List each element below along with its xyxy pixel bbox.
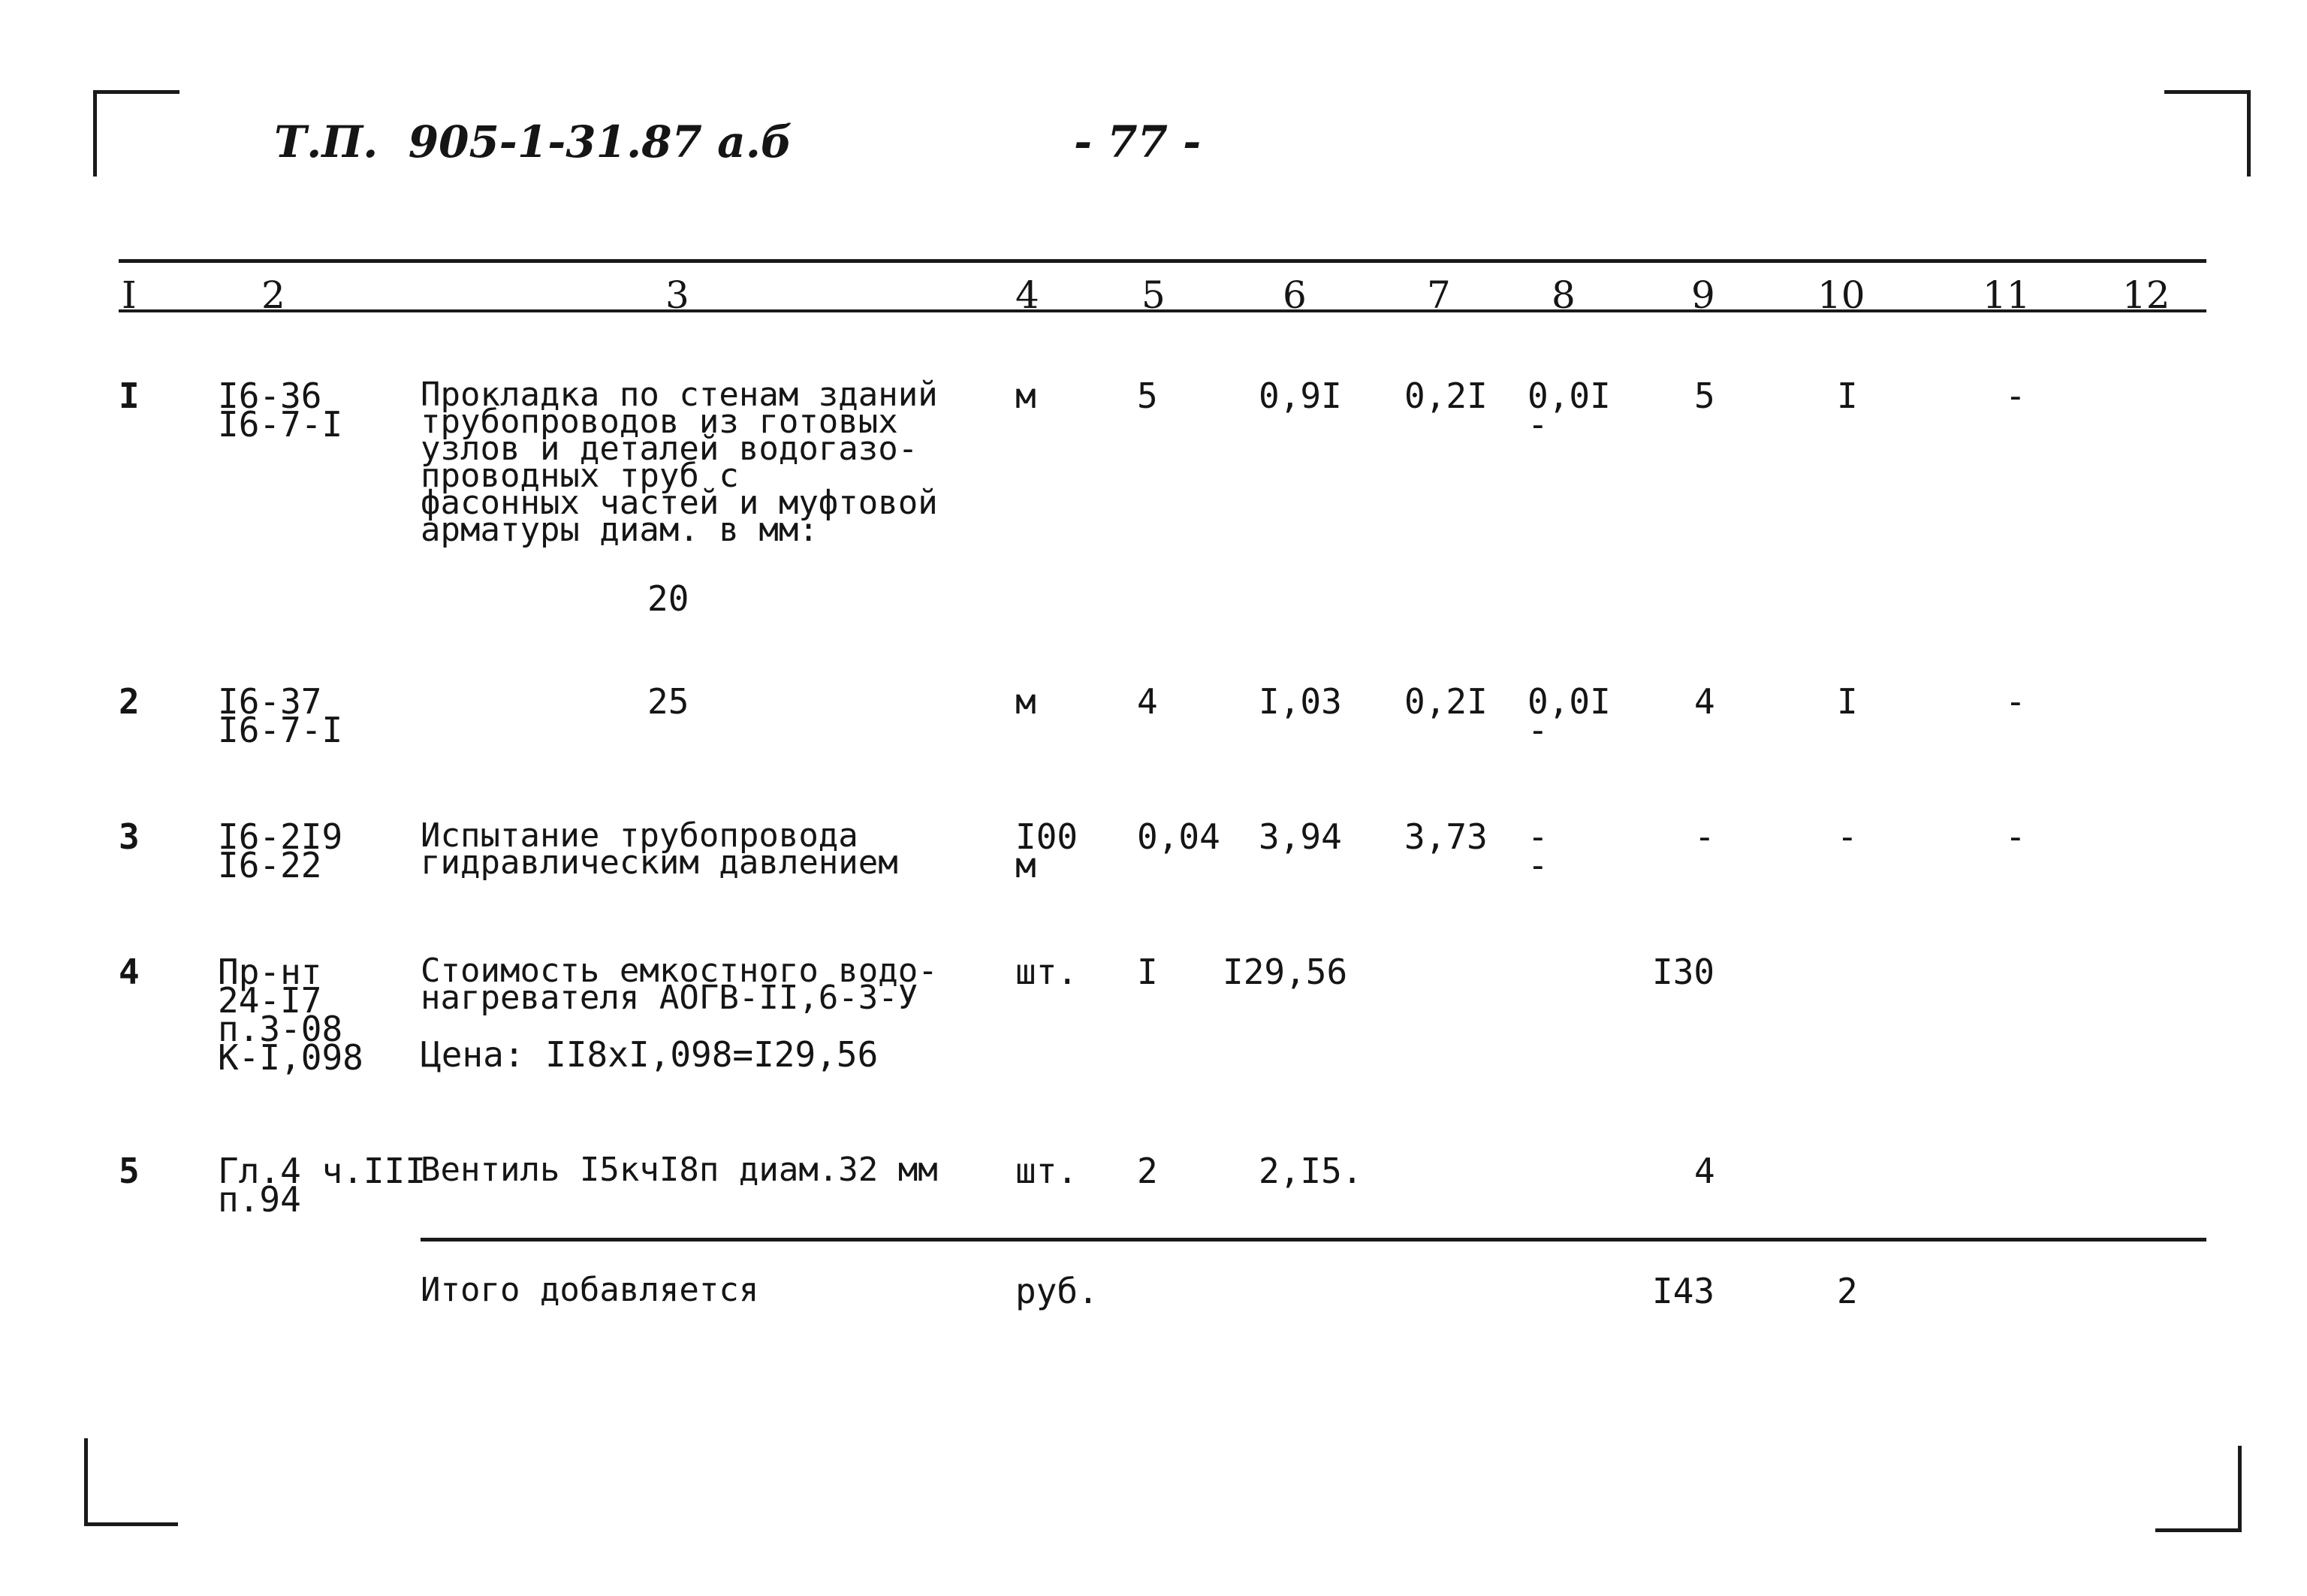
- corner-mark-bottom-left: [84, 1438, 178, 1526]
- row-number: I: [119, 376, 140, 416]
- row-col5: 2: [1137, 1151, 1158, 1191]
- row-col6: I,03: [1259, 681, 1342, 722]
- row-col10: I: [1837, 376, 1858, 416]
- row-code: Гл.4 ч.III п.94: [218, 1151, 426, 1220]
- row-code: Пр-нт 24-I7 п.3-08 К-I,098: [218, 952, 363, 1078]
- corner-mark-bottom-right: [2155, 1446, 2242, 1532]
- row-number: 5: [119, 1151, 140, 1191]
- row-code: I6-2I9 I6-22: [218, 816, 343, 885]
- row-col6: 2,I5.: [1259, 1151, 1363, 1191]
- row-col5: 4: [1137, 681, 1158, 722]
- row-col9: -: [1694, 816, 1715, 857]
- row-col7: 3,73: [1404, 816, 1488, 857]
- row-col8: 0,0I -: [1527, 681, 1611, 750]
- row-unit: м: [1015, 376, 1036, 416]
- row-unit: I00 м: [1015, 816, 1078, 885]
- row-description: Испытание трубопровода гидравлическим давлением: [421, 816, 898, 882]
- column-header-4: 4: [1015, 273, 1039, 317]
- row-number: 4: [119, 952, 140, 992]
- row-col7: 0,2I: [1404, 681, 1488, 722]
- row-description-extra: 20: [647, 578, 689, 619]
- row-unit: шт.: [1015, 1151, 1078, 1191]
- column-header-10: 10: [1817, 273, 1865, 317]
- row-code: I6-37 I6-7-I: [218, 681, 343, 750]
- row-col6: I29,56: [1223, 952, 1348, 992]
- row-number: 2: [119, 681, 140, 722]
- row-description-extra: 25: [647, 681, 689, 722]
- row-col5: 0,04: [1137, 816, 1220, 857]
- corner-mark-top-left: [93, 90, 179, 176]
- corner-mark-top-right: [2164, 90, 2251, 176]
- totals-unit: руб.: [1015, 1271, 1099, 1311]
- column-header-5: 5: [1141, 273, 1166, 317]
- row-unit: шт.: [1015, 952, 1078, 992]
- row-col10: -: [1837, 816, 1858, 857]
- page-number: - 77 -: [1074, 116, 1202, 167]
- totals-rule: [421, 1238, 2206, 1242]
- row-description: Стоимость емкостного водо- нагревателя АОГВ-II,6-3-У: [421, 952, 938, 1017]
- row-col5: I: [1137, 952, 1158, 992]
- project-code: Т.П. 905-1-31.87 а.б: [274, 116, 792, 167]
- totals-label: Итого добавляется: [421, 1271, 759, 1309]
- row-number: 3: [119, 816, 140, 857]
- row-description: Вентиль I5кчI8п диам.32 мм: [421, 1151, 938, 1189]
- column-header-7: 7: [1427, 273, 1451, 317]
- totals-col10: 2: [1837, 1271, 1858, 1311]
- row-description-extra: Цена: II8хI,098=I29,56: [421, 1034, 879, 1075]
- row-col6: 0,9I: [1259, 376, 1342, 416]
- row-col9: 4: [1694, 1151, 1715, 1191]
- column-header-12: 12: [2122, 273, 2170, 317]
- row-col11: -: [2005, 376, 2026, 416]
- table-top-rule: [119, 259, 2206, 263]
- row-col8: 0,0I -: [1527, 376, 1611, 445]
- row-col6: 3,94: [1259, 816, 1342, 857]
- column-header-9: 9: [1691, 273, 1715, 317]
- row-col7: 0,2I: [1404, 376, 1488, 416]
- row-col11: -: [2005, 681, 2026, 722]
- column-header-1: I: [122, 273, 137, 317]
- row-code: I6-36 I6-7-I: [218, 376, 343, 445]
- row-description: Прокладка по стенам зданий трубопроводов из готовых узлов и деталей водогазо- проводных труб с фасонных частей и муфтовой арматуры диам. в мм:: [421, 376, 938, 549]
- column-header-6: 6: [1283, 273, 1307, 317]
- column-header-2: 2: [261, 273, 285, 317]
- totals-col9: I43: [1652, 1271, 1715, 1311]
- row-col5: 5: [1137, 376, 1158, 416]
- row-col9: 5: [1694, 376, 1715, 416]
- column-header-11: 11: [1983, 273, 2031, 317]
- row-unit: м: [1015, 681, 1036, 722]
- row-col8: - -: [1527, 816, 1549, 885]
- row-col11: -: [2005, 816, 2026, 857]
- row-col9: 4: [1694, 681, 1715, 722]
- column-header-8: 8: [1552, 273, 1576, 317]
- row-col10: I: [1837, 681, 1858, 722]
- column-header-3: 3: [665, 273, 689, 317]
- row-col9: I30: [1652, 952, 1715, 992]
